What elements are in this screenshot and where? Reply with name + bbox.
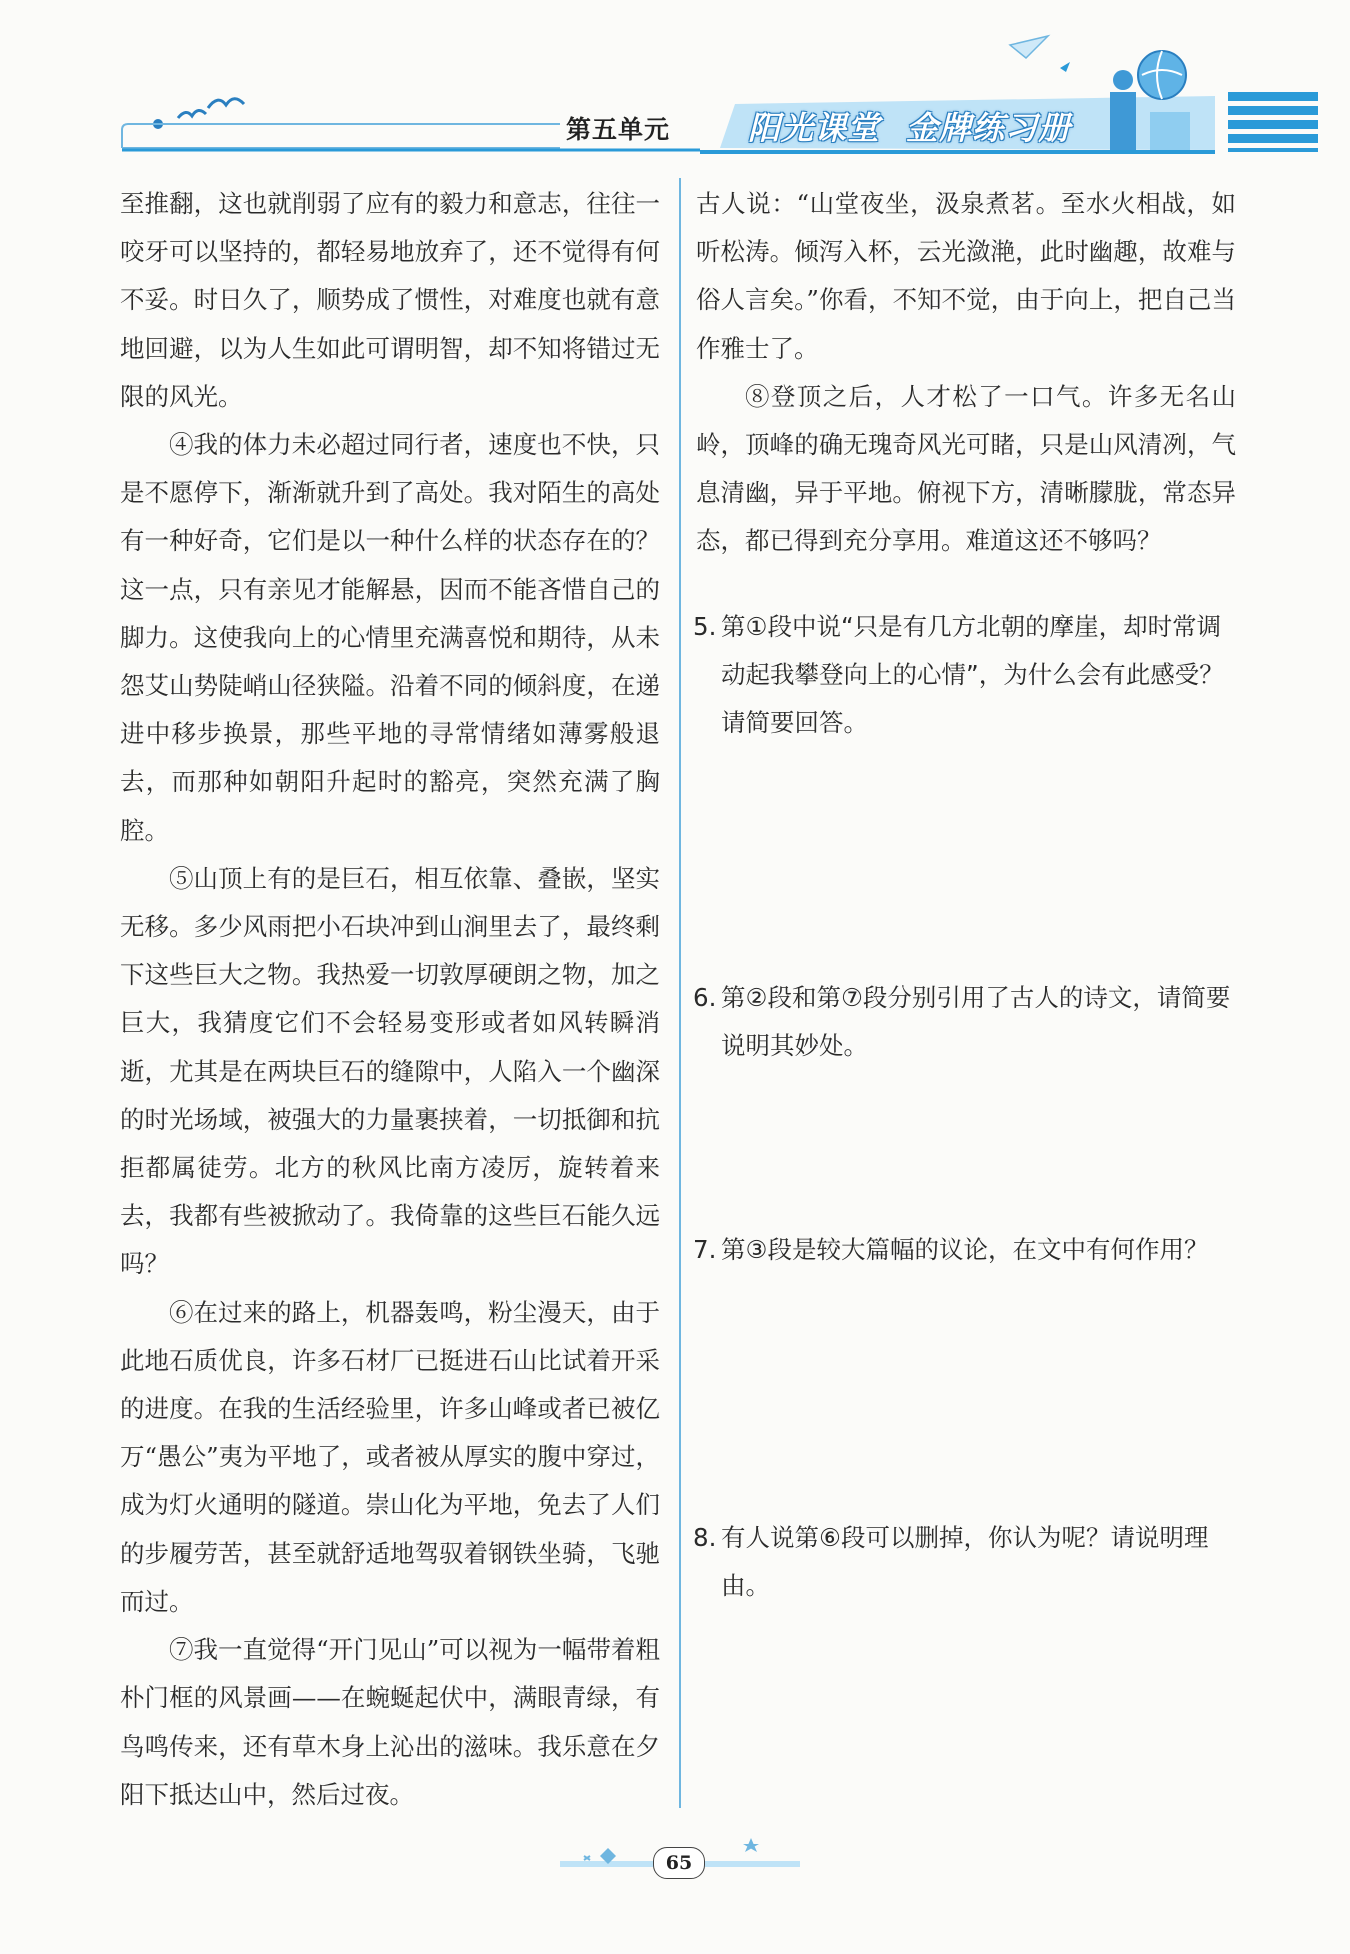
paragraph: 古人说：“山堂夜坐，汲泉煮茗。至水火相战，如听松涛。倾泻入杯，云光潋滟，此时幽趣，故难与俗人言矣。”你看，不知不觉，由于向上，把自己当作雅士了。 — [696, 189, 1236, 363]
bird-icon — [208, 99, 244, 108]
page-number: 65 — [653, 1847, 705, 1879]
left-text-column — [120, 180, 660, 1819]
paragraph: ⑧登顶之后，人才松了一口气。许多无名山岭，顶峰的确无瑰奇风光可睹，只是山风清冽，气息清幽，异于平地。俯视下方，清晰朦胧，常态异态，都已得到充分享用。难道这还不够吗？ — [696, 381, 1236, 556]
unit-title: 第五单元 — [566, 115, 671, 144]
right-text-column — [696, 180, 1236, 566]
page-header — [0, 0, 1350, 175]
question-7 — [693, 1226, 1238, 1274]
question-6 — [693, 974, 1238, 1070]
question-number: 8. — [693, 1523, 717, 1552]
globe-icon — [1138, 51, 1186, 99]
paragraph: ⑤山顶上有的是巨石，相互依靠、叠嵌，坚实无移。多少风雨把小石块冲到山涧里去了，最终剩下这些巨大之物。我热爱一切敦厚硬朗之物，加之巨大，我猜度它们不会轻易变形或者如风转瞬消逝，尤其是在两块巨石的缝隙中，人陷入一个幽深的时光场域，被强大的力量裹挟着，一切抵御和抗拒都属徒劳。北方的秋风比南方凌厉，旋转着来去，我都有些被掀动了。我倚靠的这些巨石能久远吗？ — [120, 863, 660, 1279]
question-number: 5. — [693, 612, 717, 641]
paragraph: 至推翻，这也就削弱了应有的毅力和意志，往往一咬牙可以坚持的，都轻易地放弃了，还不觉得有何不妥。时日久了，顺势成了惯性，对难度也就有意地回避，以为人生如此可谓明智，却不知将错过无限的风光。 — [120, 189, 660, 411]
paragraph: ④我的体力未必超过同行者，速度也不快，只是不愿停下，渐渐就升到了高处。我对陌生的高处有一种好奇，它们是以一种什么样的状态存在的？这一点，只有亲见才能解悬，因而不能吝惜自己的脚力。这使我向上的心情里充满喜悦和期待，从未怨艾山势陡峭山径狭隘。沿着不同的倾斜度，在递进中移步换景，那些平地的寻常情绪如薄雾般退去，而那种如朝阳升起时的豁亮，突然充满了胸腔。 — [120, 430, 660, 845]
column-divider — [679, 178, 681, 1808]
question-number: 6. — [693, 983, 717, 1012]
book-title — [748, 103, 1071, 149]
header-banner-graphic — [0, 0, 1350, 175]
question-8 — [693, 1514, 1238, 1610]
question-text: 第①段中说“只是有几方北朝的摩崖，却时常调动起我攀登向上的心情”，为什么会有此感受？请简要回答。 — [721, 612, 1224, 738]
book-title-part1: 阳光课堂 — [748, 109, 881, 147]
paragraph: ⑦我一直觉得“开门见山”可以视为一幅带着粗朴门框的风景画——在蜿蜒起伏中，满眼青绿，有鸟鸣传来，还有草木身上沁出的滋味。我乐意在夕阳下抵达山中，然后过夜。 — [120, 1635, 660, 1809]
question-text: 有人说第⑥段可以删掉，你认为呢？请说明理由。 — [721, 1523, 1209, 1601]
person-figure-icon — [1110, 92, 1136, 150]
question-number: 7. — [693, 1235, 717, 1264]
book-title-part2: 金牌练习册 — [906, 109, 1072, 147]
paragraph: ⑥在过来的路上，机器轰鸣，粉尘漫天，由于此地石质优良，许多石材厂已挺进石山比试着开采的进度。在我的生活经验里，许多山峰或者已被亿万“愚公”夷为平地了，或者被从厚实的腹中穿过，成为灯火通明的隧道。崇山化为平地，免去了人们的步履劳苦，甚至就舒适地驾驭着钢铁坐骑，飞驰而过。 — [120, 1297, 660, 1616]
question-text: 第②段和第⑦段分别引用了古人的诗文，请简要说明其妙处。 — [721, 983, 1231, 1061]
question-5 — [693, 603, 1238, 748]
paper-plane-icon — [1010, 36, 1048, 58]
header-stripe — [1228, 92, 1318, 101]
question-text: 第③段是较大篇幅的议论，在文中有何作用？ — [721, 1235, 1209, 1264]
windmill-icon — [743, 1838, 759, 1852]
bird-icon — [178, 110, 206, 118]
